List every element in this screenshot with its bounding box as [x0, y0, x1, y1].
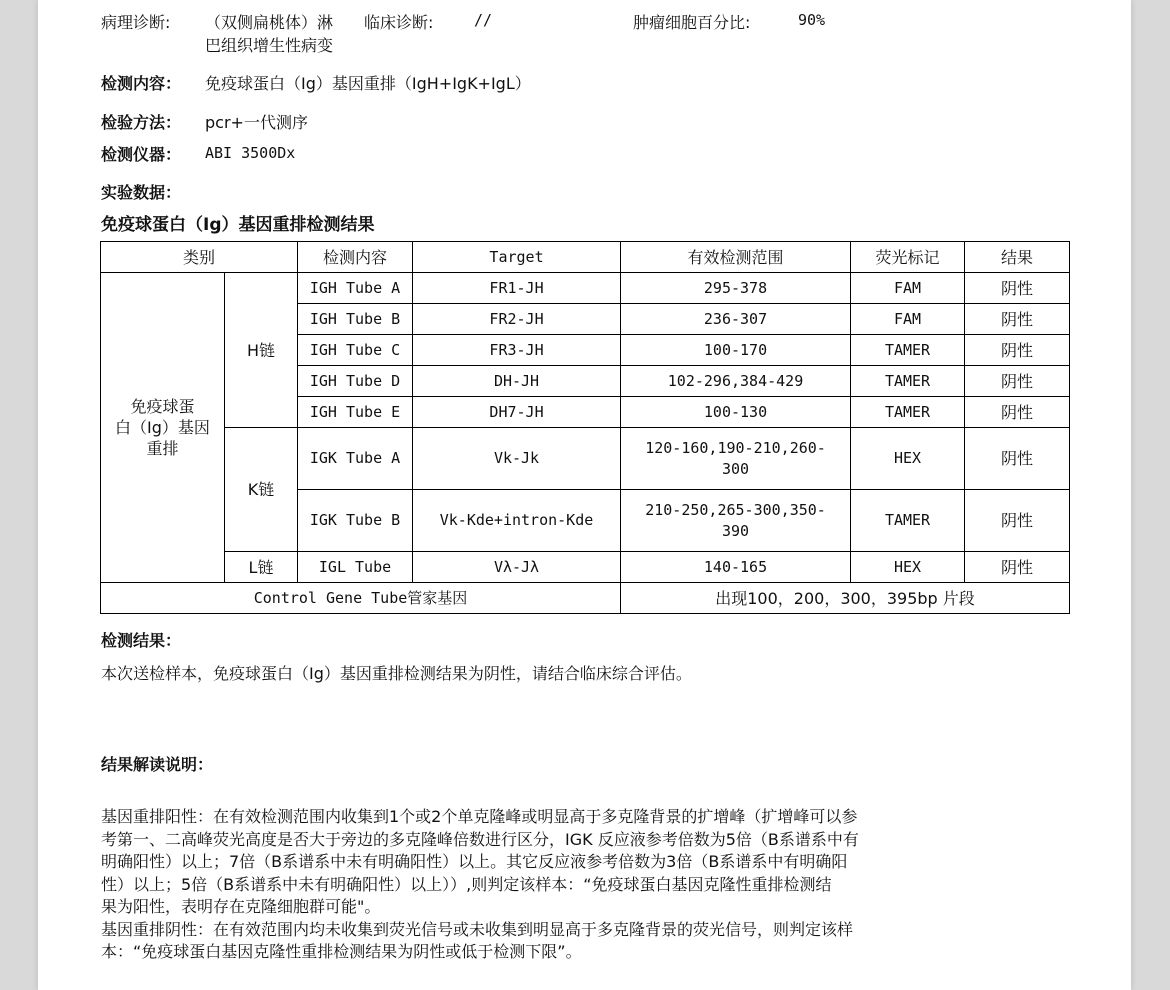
- header-range: 有效检测范围: [621, 242, 851, 273]
- dye-cell: HEX: [851, 428, 965, 490]
- result-heading: 检测结果：: [101, 631, 182, 650]
- instrument-value: ABI 3500Dx: [205, 144, 296, 162]
- range-cell: 100-170: [621, 335, 851, 366]
- header-content: 检测内容: [298, 242, 413, 273]
- tube-cell: IGH Tube D: [298, 366, 413, 397]
- result-text: 本次送检样本，免疫球蛋白（Ig）基因重排检测结果为阴性，请结合临床综合评估。: [101, 664, 692, 683]
- result-cell: 阴性: [965, 304, 1070, 335]
- content-value: 免疫球蛋白（Ig）基因重排（IgH+IgK+IgL）: [205, 74, 531, 93]
- results-table: [100, 241, 1070, 614]
- dye-cell: HEX: [851, 552, 965, 583]
- range-cell: 100-130: [621, 397, 851, 428]
- dye-cell: TAMER: [851, 490, 965, 552]
- result-cell: 阴性: [965, 366, 1070, 397]
- result-cell: 阴性: [965, 397, 1070, 428]
- dye-cell: TAMER: [851, 366, 965, 397]
- tube-cell: IGL Tube: [298, 552, 413, 583]
- result-cell: 阴性: [965, 273, 1070, 304]
- target-cell: FR3-JH: [413, 335, 621, 366]
- interpretation-line: 明确阳性）以上；7倍（B系谱系中未有明确阳性）以上。其它反应液参考倍数为3倍（B系谱系中有明确阳: [101, 852, 848, 871]
- range-line2: 390: [721, 521, 750, 540]
- table-title: 免疫球蛋白（Ig）基因重排检测结果: [101, 215, 375, 235]
- category-line1: 免疫球蛋: [130, 397, 195, 416]
- range-cell: 102-296,384-429: [621, 366, 851, 397]
- range-line2: 300: [721, 459, 750, 478]
- clinical-label: 临床诊断:: [364, 13, 434, 32]
- table-header-row: [101, 242, 1070, 273]
- range-cell: 140-165: [621, 552, 851, 583]
- table-row: [101, 273, 1070, 304]
- header-target: Target: [413, 242, 621, 273]
- target-cell: DH7-JH: [413, 397, 621, 428]
- category-line3: 重排: [146, 439, 179, 458]
- category-line2: 白（Ig）基因: [115, 418, 210, 437]
- result-cell: 阴性: [965, 335, 1070, 366]
- target-cell: FR1-JH: [413, 273, 621, 304]
- control-row: [101, 583, 1070, 614]
- instrument-label: 检测仪器：: [101, 145, 182, 164]
- report-page: [38, 0, 1131, 990]
- interpretation-line: 性）以上；5倍（B系谱系中未有明确阳性）以上））,则判定该样本：“免疫球蛋白基因克隆性重排检测结: [101, 874, 832, 894]
- table-row: [101, 428, 1070, 490]
- chain-h: H链: [225, 273, 298, 428]
- chain-l: L链: [225, 552, 298, 583]
- range-line1: 120-160,190-210,260-: [645, 438, 826, 457]
- interpretation-line: 基因重排阴性：在有效范围内均未收集到荧光信号或未收集到明显高于多克隆背景的荧光信号，则判定该样: [101, 919, 854, 939]
- chain-k: K链: [225, 428, 298, 552]
- range-cell: 236-307: [621, 304, 851, 335]
- range-cell: [621, 490, 851, 552]
- method-value: pcr+一代测序: [205, 113, 308, 132]
- range-line1: 210-250,265-300,350-: [645, 500, 826, 519]
- dye-cell: FAM: [851, 273, 965, 304]
- table-row: [101, 552, 1070, 583]
- dye-cell: TAMER: [851, 397, 965, 428]
- result-cell: 阴性: [965, 552, 1070, 583]
- target-cell: Vk-Kde+intron-Kde: [413, 490, 621, 552]
- interpretation-line: 本：“免疫球蛋白基因克隆性重排检测结果为阴性或低于检测下限”。: [101, 942, 582, 961]
- tube-cell: IGK Tube B: [298, 490, 413, 552]
- tube-cell: IGH Tube E: [298, 397, 413, 428]
- result-cell: 阴性: [965, 490, 1070, 552]
- range-cell: 295-378: [621, 273, 851, 304]
- interpretation-line: 基因重排阳性：在有效检测范围内收集到1个或2个单克隆峰或明显高于多克隆背景的扩增峰（扩增峰可以参: [101, 807, 858, 826]
- section-data-heading: 实验数据：: [101, 183, 182, 202]
- category-cell: [101, 273, 225, 583]
- clinical-value: //: [474, 11, 493, 29]
- target-cell: FR2-JH: [413, 304, 621, 335]
- tube-cell: IGH Tube C: [298, 335, 413, 366]
- target-cell: Vλ-Jλ: [413, 552, 621, 583]
- pathology-value-line2: 巴组织增生性病变: [205, 36, 334, 55]
- pathology-label: 病理诊断:: [101, 13, 171, 32]
- dye-cell: TAMER: [851, 335, 965, 366]
- content-label: 检测内容：: [101, 74, 182, 93]
- header-category: 类别: [101, 242, 298, 273]
- method-label: 检验方法：: [101, 113, 182, 132]
- tube-cell: IGH Tube A: [298, 273, 413, 304]
- tumor-pct-value: 90%: [798, 11, 826, 29]
- tumor-pct-label: 肿瘤细胞百分比:: [633, 13, 751, 32]
- header-dye: 荧光标记: [851, 242, 965, 273]
- interpretation-line: 考第一、二高峰荧光高度是否大于旁边的多克隆峰倍数进行区分，IGK 反应液参考倍数为5倍（B系谱系中有: [101, 829, 859, 849]
- range-cell: [621, 428, 851, 490]
- control-value: 出现100，200，300，395bp 片段: [621, 583, 1070, 614]
- target-cell: Vk-Jk: [413, 428, 621, 490]
- tube-cell: IGH Tube B: [298, 304, 413, 335]
- control-label: Control Gene Tube管家基因: [101, 583, 621, 614]
- interpretation-line: 果为阳性，表明存在克隆细胞群可能"。: [101, 897, 381, 916]
- target-cell: DH-JH: [413, 366, 621, 397]
- header-result: 结果: [965, 242, 1070, 273]
- pathology-value-line1: （双侧扁桃体）淋: [205, 13, 334, 32]
- tube-cell: IGK Tube A: [298, 428, 413, 490]
- interpretation-heading: 结果解读说明：: [101, 755, 214, 774]
- result-cell: 阴性: [965, 428, 1070, 490]
- interpretation-text: [101, 806, 1061, 964]
- dye-cell: FAM: [851, 304, 965, 335]
